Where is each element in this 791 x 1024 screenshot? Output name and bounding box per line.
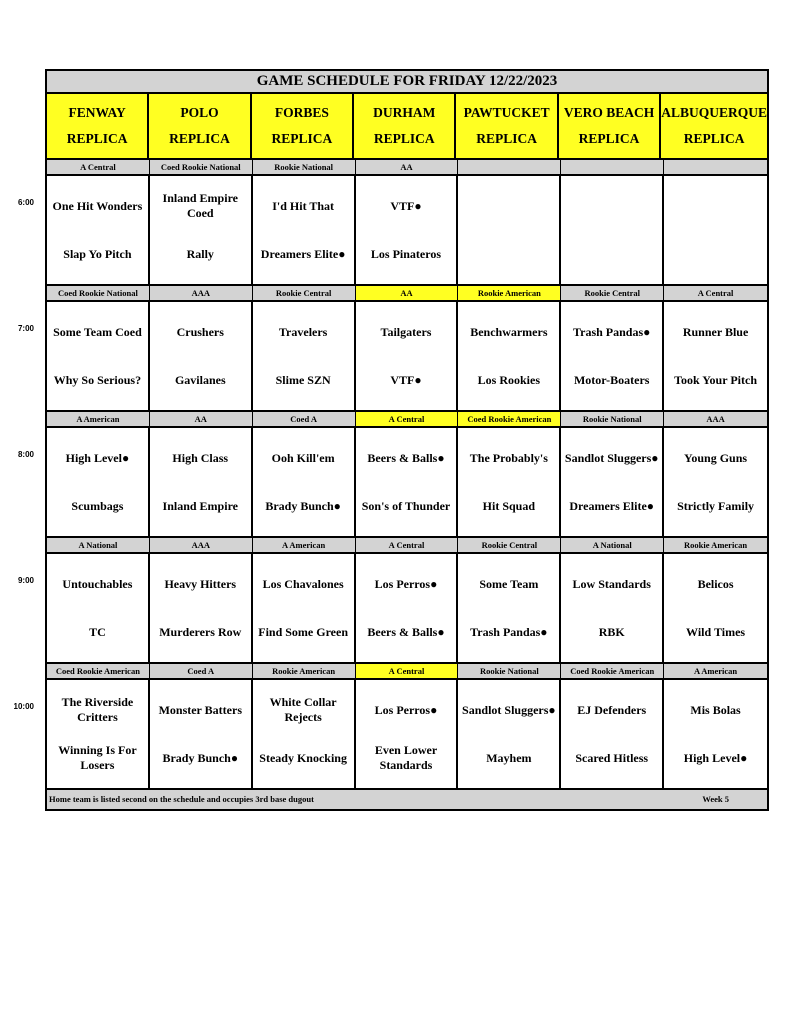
home-team: Winning Is For Losers — [58, 743, 137, 772]
division-label: A National — [561, 538, 664, 552]
field-type: REPLICA — [66, 131, 128, 146]
game-cell — [458, 428, 561, 536]
division-row — [47, 664, 767, 680]
field-header-durham — [354, 94, 456, 158]
field-header-fenway — [47, 94, 149, 158]
division-row — [47, 412, 767, 428]
game-cell — [561, 554, 664, 662]
division-label: A American — [47, 412, 150, 426]
games-row — [47, 428, 767, 538]
away-team: I'd Hit That — [272, 198, 335, 213]
game-cell — [561, 428, 664, 536]
away-team: Los Chavalones — [262, 576, 344, 591]
division-label: AAA — [150, 538, 253, 552]
away-team: Los Perros● — [374, 702, 438, 717]
field-name: DURHAM — [373, 105, 436, 120]
schedule-title: GAME SCHEDULE FOR FRIDAY 12/22/2023 — [47, 71, 767, 94]
field-header-vero-beach — [559, 94, 661, 158]
division-label: Coed Rookie American — [458, 412, 561, 426]
away-team: The Probably's — [469, 450, 548, 465]
game-cell — [150, 302, 253, 410]
away-team: Untouchables — [62, 576, 133, 591]
time-slots — [47, 160, 767, 790]
schedule-table — [45, 69, 769, 811]
game-cell — [356, 554, 459, 662]
home-team: Steady Knocking — [259, 750, 347, 765]
away-team: High Class — [172, 450, 229, 465]
home-team: Son's of Thunder — [361, 498, 451, 513]
division-label: Coed Rookie American — [47, 664, 150, 678]
home-team: Gavilanes — [174, 372, 226, 387]
home-team: Rally — [186, 246, 214, 261]
away-team: VTF● — [390, 198, 422, 213]
home-team: Dreamers Elite● — [569, 498, 655, 513]
away-team: EJ Defenders — [577, 702, 647, 717]
home-team: Brady Bunch● — [162, 750, 239, 765]
home-team: Mayhem — [486, 750, 532, 765]
game-cell — [458, 554, 561, 662]
games-row — [47, 554, 767, 664]
division-label: A Central — [356, 538, 459, 552]
division-row — [47, 160, 767, 176]
field-type: REPLICA — [271, 131, 333, 146]
game-cell — [253, 680, 356, 788]
division-label: A Central — [356, 664, 459, 678]
time-label: 6:00 — [17, 198, 34, 207]
away-team: The Riverside Critters — [61, 695, 134, 724]
home-team: Murderers Row — [159, 624, 242, 639]
home-team: Took Your Pitch — [674, 372, 758, 387]
home-team: Slime SZN — [275, 372, 331, 387]
division-label: A American — [253, 538, 356, 552]
division-label — [561, 160, 664, 174]
field-type: REPLICA — [683, 131, 745, 146]
home-team: Strictly Family — [677, 498, 755, 513]
division-label: Rookie Central — [458, 538, 561, 552]
division-label: Rookie American — [253, 664, 356, 678]
away-team: Heavy Hitters — [164, 576, 237, 591]
division-label: A Central — [697, 288, 734, 298]
field-name: VERO BEACH — [563, 105, 655, 120]
game-cell — [356, 428, 459, 536]
home-team: Motor-Boaters — [573, 372, 650, 387]
home-team: High Level● — [683, 750, 748, 765]
game-cell — [561, 680, 664, 788]
game-cell — [664, 428, 767, 536]
away-team: High Level● — [65, 450, 130, 465]
away-team: White Collar Rejects — [269, 695, 337, 724]
time-label: 10:00 — [13, 702, 34, 711]
home-team: Trash Pandas● — [470, 624, 548, 639]
field-header-albuquerque — [661, 94, 767, 158]
home-team: TC — [89, 624, 106, 639]
away-team: Inland Empire Coed — [162, 191, 238, 220]
game-cell — [458, 680, 561, 788]
game-cell — [150, 554, 253, 662]
away-team: Crushers — [176, 324, 224, 339]
division-label: A Central — [356, 412, 459, 426]
division-label: AA — [356, 160, 459, 174]
division-label: A National — [47, 538, 150, 552]
away-team: Some Team Coed — [53, 324, 142, 339]
time-label: 7:00 — [17, 324, 34, 333]
game-cell — [253, 302, 356, 410]
home-team: Scumbags — [71, 498, 124, 513]
game-cell — [253, 428, 356, 536]
home-team-note: Home team is listed second on the schedule and occupies 3rd base dugout — [49, 794, 314, 804]
game-cell — [47, 554, 150, 662]
away-team: Belicos — [697, 576, 734, 591]
away-team: Runner Blue — [682, 324, 749, 339]
game-cell — [47, 176, 150, 284]
home-team: Find Some Green — [258, 624, 349, 639]
field-type: REPLICA — [578, 131, 640, 146]
home-team: Inland Empire — [162, 498, 238, 513]
away-team: Los Perros● — [374, 576, 438, 591]
away-team: One Hit Wonders — [52, 198, 143, 213]
home-team: Beers & Balls● — [367, 624, 445, 639]
field-header-row — [47, 94, 767, 160]
away-team: Young Guns — [684, 450, 748, 465]
field-header-polo — [149, 94, 251, 158]
field-name: ALBUQUERQUE — [661, 105, 767, 120]
division-label: Rookie National — [253, 160, 356, 174]
home-team: Hit Squad — [482, 498, 536, 513]
game-cell — [664, 176, 767, 284]
division-label: Coed Rookie National — [150, 160, 253, 174]
division-label: AA — [356, 286, 459, 300]
away-team: Sandlot Sluggers● — [462, 702, 556, 717]
game-cell — [561, 176, 664, 284]
division-label: Rookie National — [561, 412, 664, 426]
away-team: Sandlot Sluggers● — [564, 450, 659, 465]
game-cell — [47, 302, 150, 410]
game-cell — [47, 680, 150, 788]
week-label: Week 5 — [702, 794, 729, 804]
game-cell — [561, 302, 664, 410]
time-label: 8:00 — [17, 450, 34, 459]
field-name: POLO — [180, 105, 219, 120]
division-label: Coed A — [253, 412, 356, 426]
away-team: Travelers — [278, 324, 328, 339]
division-label: Coed Rookie American — [561, 664, 664, 678]
home-team: VTF● — [390, 372, 422, 387]
games-row — [47, 680, 767, 790]
away-team: Benchwarmers — [470, 324, 548, 339]
game-cell — [253, 176, 356, 284]
division-label: Rookie Central — [253, 286, 356, 300]
game-cell — [664, 554, 767, 662]
home-team: Los Pinateros — [370, 246, 442, 261]
home-team: Brady Bunch● — [265, 498, 341, 513]
schedule-footer — [47, 790, 767, 809]
division-label: A Central — [47, 160, 150, 174]
home-team: Slap Yo Pitch — [63, 246, 132, 261]
game-cell — [150, 680, 253, 788]
away-team: Tailgaters — [380, 324, 432, 339]
division-label — [664, 160, 767, 174]
division-label: Rookie Central — [561, 286, 664, 300]
home-team: Scared Hitless — [575, 750, 649, 765]
division-label: AA — [150, 412, 253, 426]
games-row — [47, 302, 767, 412]
division-label: AAA — [706, 414, 725, 424]
field-type: REPLICA — [169, 131, 230, 146]
home-team: Los Rookies — [477, 372, 541, 387]
away-team: Monster Batters — [158, 702, 242, 717]
game-cell — [458, 302, 561, 410]
game-cell — [356, 302, 459, 410]
away-team: Mis Bolas — [690, 702, 741, 717]
time-label: 9:00 — [17, 576, 34, 585]
division-label: Rookie American — [458, 286, 561, 300]
home-team: Wild Times — [686, 624, 746, 639]
away-team: Beers & Balls● — [367, 450, 445, 465]
division-row — [47, 286, 767, 302]
game-cell — [47, 428, 150, 536]
field-name: FENWAY — [68, 105, 126, 120]
game-cell — [356, 680, 459, 788]
field-header-forbes — [252, 94, 354, 158]
game-cell — [664, 680, 767, 788]
division-label: Coed A — [150, 664, 253, 678]
division-label — [458, 160, 561, 174]
field-type: REPLICA — [476, 131, 538, 146]
game-cell — [356, 176, 459, 284]
away-team: Some Team — [479, 576, 539, 591]
away-team: Ooh Kill'em — [271, 450, 335, 465]
home-team: Why So Serious? — [53, 372, 142, 387]
division-row — [47, 538, 767, 554]
field-type: REPLICA — [373, 131, 435, 146]
game-cell — [150, 176, 253, 284]
home-team: Dreamers Elite● — [260, 246, 346, 261]
division-label: AAA — [150, 286, 253, 300]
division-label: Rookie National — [458, 664, 561, 678]
division-label: A American — [693, 666, 738, 676]
field-header-pawtucket — [456, 94, 558, 158]
game-cell — [458, 176, 561, 284]
home-team: RBK — [598, 624, 625, 639]
field-name: PAWTUCKET — [463, 105, 550, 120]
away-team: Low Standards — [572, 576, 651, 591]
game-cell — [664, 302, 767, 410]
division-label: Coed Rookie National — [47, 286, 150, 300]
division-label: Rookie American — [684, 540, 748, 550]
game-cell — [150, 428, 253, 536]
home-team: Even Lower Standards — [374, 743, 438, 772]
field-name: FORBES — [274, 105, 329, 120]
away-team: Trash Pandas● — [573, 324, 651, 339]
games-row — [47, 176, 767, 286]
game-cell — [253, 554, 356, 662]
